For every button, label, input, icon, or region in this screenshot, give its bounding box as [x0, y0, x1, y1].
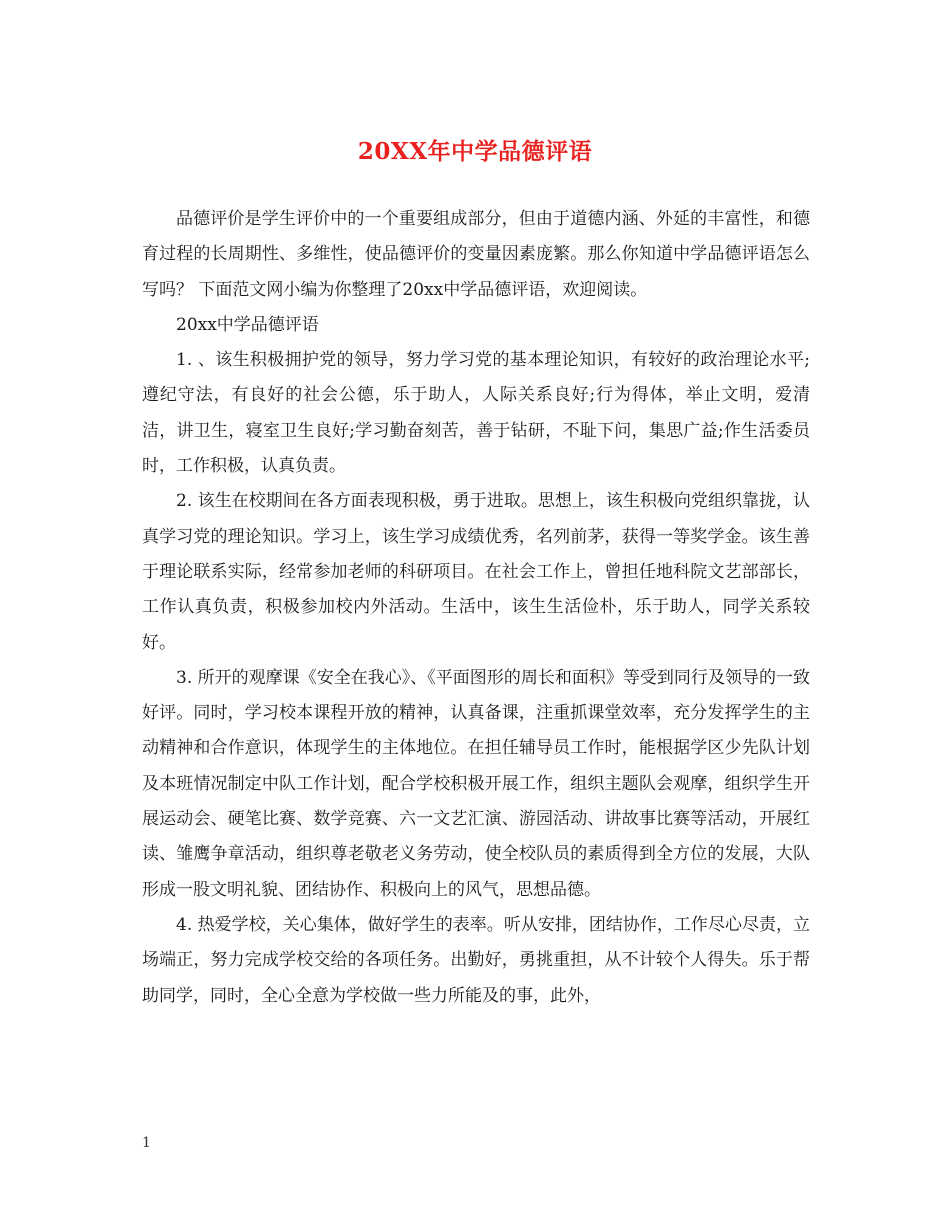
document-title: 20XX年中学品德评语 — [357, 138, 593, 165]
section-heading: 20xx中学品德评语 — [176, 314, 319, 335]
comment-paragraph-1: 1. 、该生积极拥护党的领导，努力学习党的基本理论知识，有较好的政治理论水平;遵纪守法，有良好的社会公德，乐于助人，人际关系良好;行为得体，举止文明，爱清洁，讲卫生，寝室卫生良好;学习勤奋刻苦，善于钻研，不耻下问，集思广益;作生活委员时，工作积极，认真负责。 — [142, 350, 810, 477]
comment-paragraph-2: 2. 该生在校期间在各方面表现积极，勇于进取。思想上，该生积极向党组织靠拢，认真学习党的理论知识。学习上，该生学习成绩优秀，名列前茅，获得一等奖学金。该生善于理论联系实际，经常参加老师的科研项目。在社会工作上，曾担任地科院文艺部部长，工作认真负责，积极参加校内外活动。生活中，该生生活俭朴，乐于助人，同学关系较好。 — [142, 491, 810, 653]
document-body — [142, 202, 810, 1014]
comment-paragraph-4: 4. 热爱学校，关心集体，做好学生的表率。听从安排，团结协作，工作尽心尽责，立场端正，努力完成学校交给的各项任务。出勤好，勇挑重担，从不计较个人得失。乐于帮助同学，同时，全心全意为学校做一些力所能及的事，此外， — [142, 914, 810, 1006]
page-number: 1 — [142, 1135, 151, 1151]
comment-paragraph-3: 3. 所开的观摩课《安全在我心》、《平面图形的周长和面积》等受到同行及领导的一致好评。同时，学习校本课程开放的精神，认真备课，注重抓课堂效率，充分发挥学生的主动精神和合作意识，体现学生的主体地位。在担任辅导员工作时，能根据学区少先队计划及本班情况制定中队工作计划，配合学校积极开展工作，组织主题队会观摩，组织学生开展运动会、硬笔比赛、数学竞赛、六一文艺汇演、游园活动、讲故事比赛等活动，开展红读、雏鹰争章活动，组织尊老敬老义务劳动，使全校队员的素质得到全方位的发展，大队形成一股文明礼貌、团结协作、积极向上的风气，思想品德。 — [142, 667, 810, 900]
intro-paragraph: 品德评价是学生评价中的一个重要组成部分，但由于道德内涵、外延的丰富性，和德育过程的长周期性、多维性，使品德评价的变量因素庞繁。那么你知道中学品德评语怎么写吗？ 下面范文网小编为你整理了20xx中学品德评语，欢迎阅读。 — [142, 209, 810, 300]
